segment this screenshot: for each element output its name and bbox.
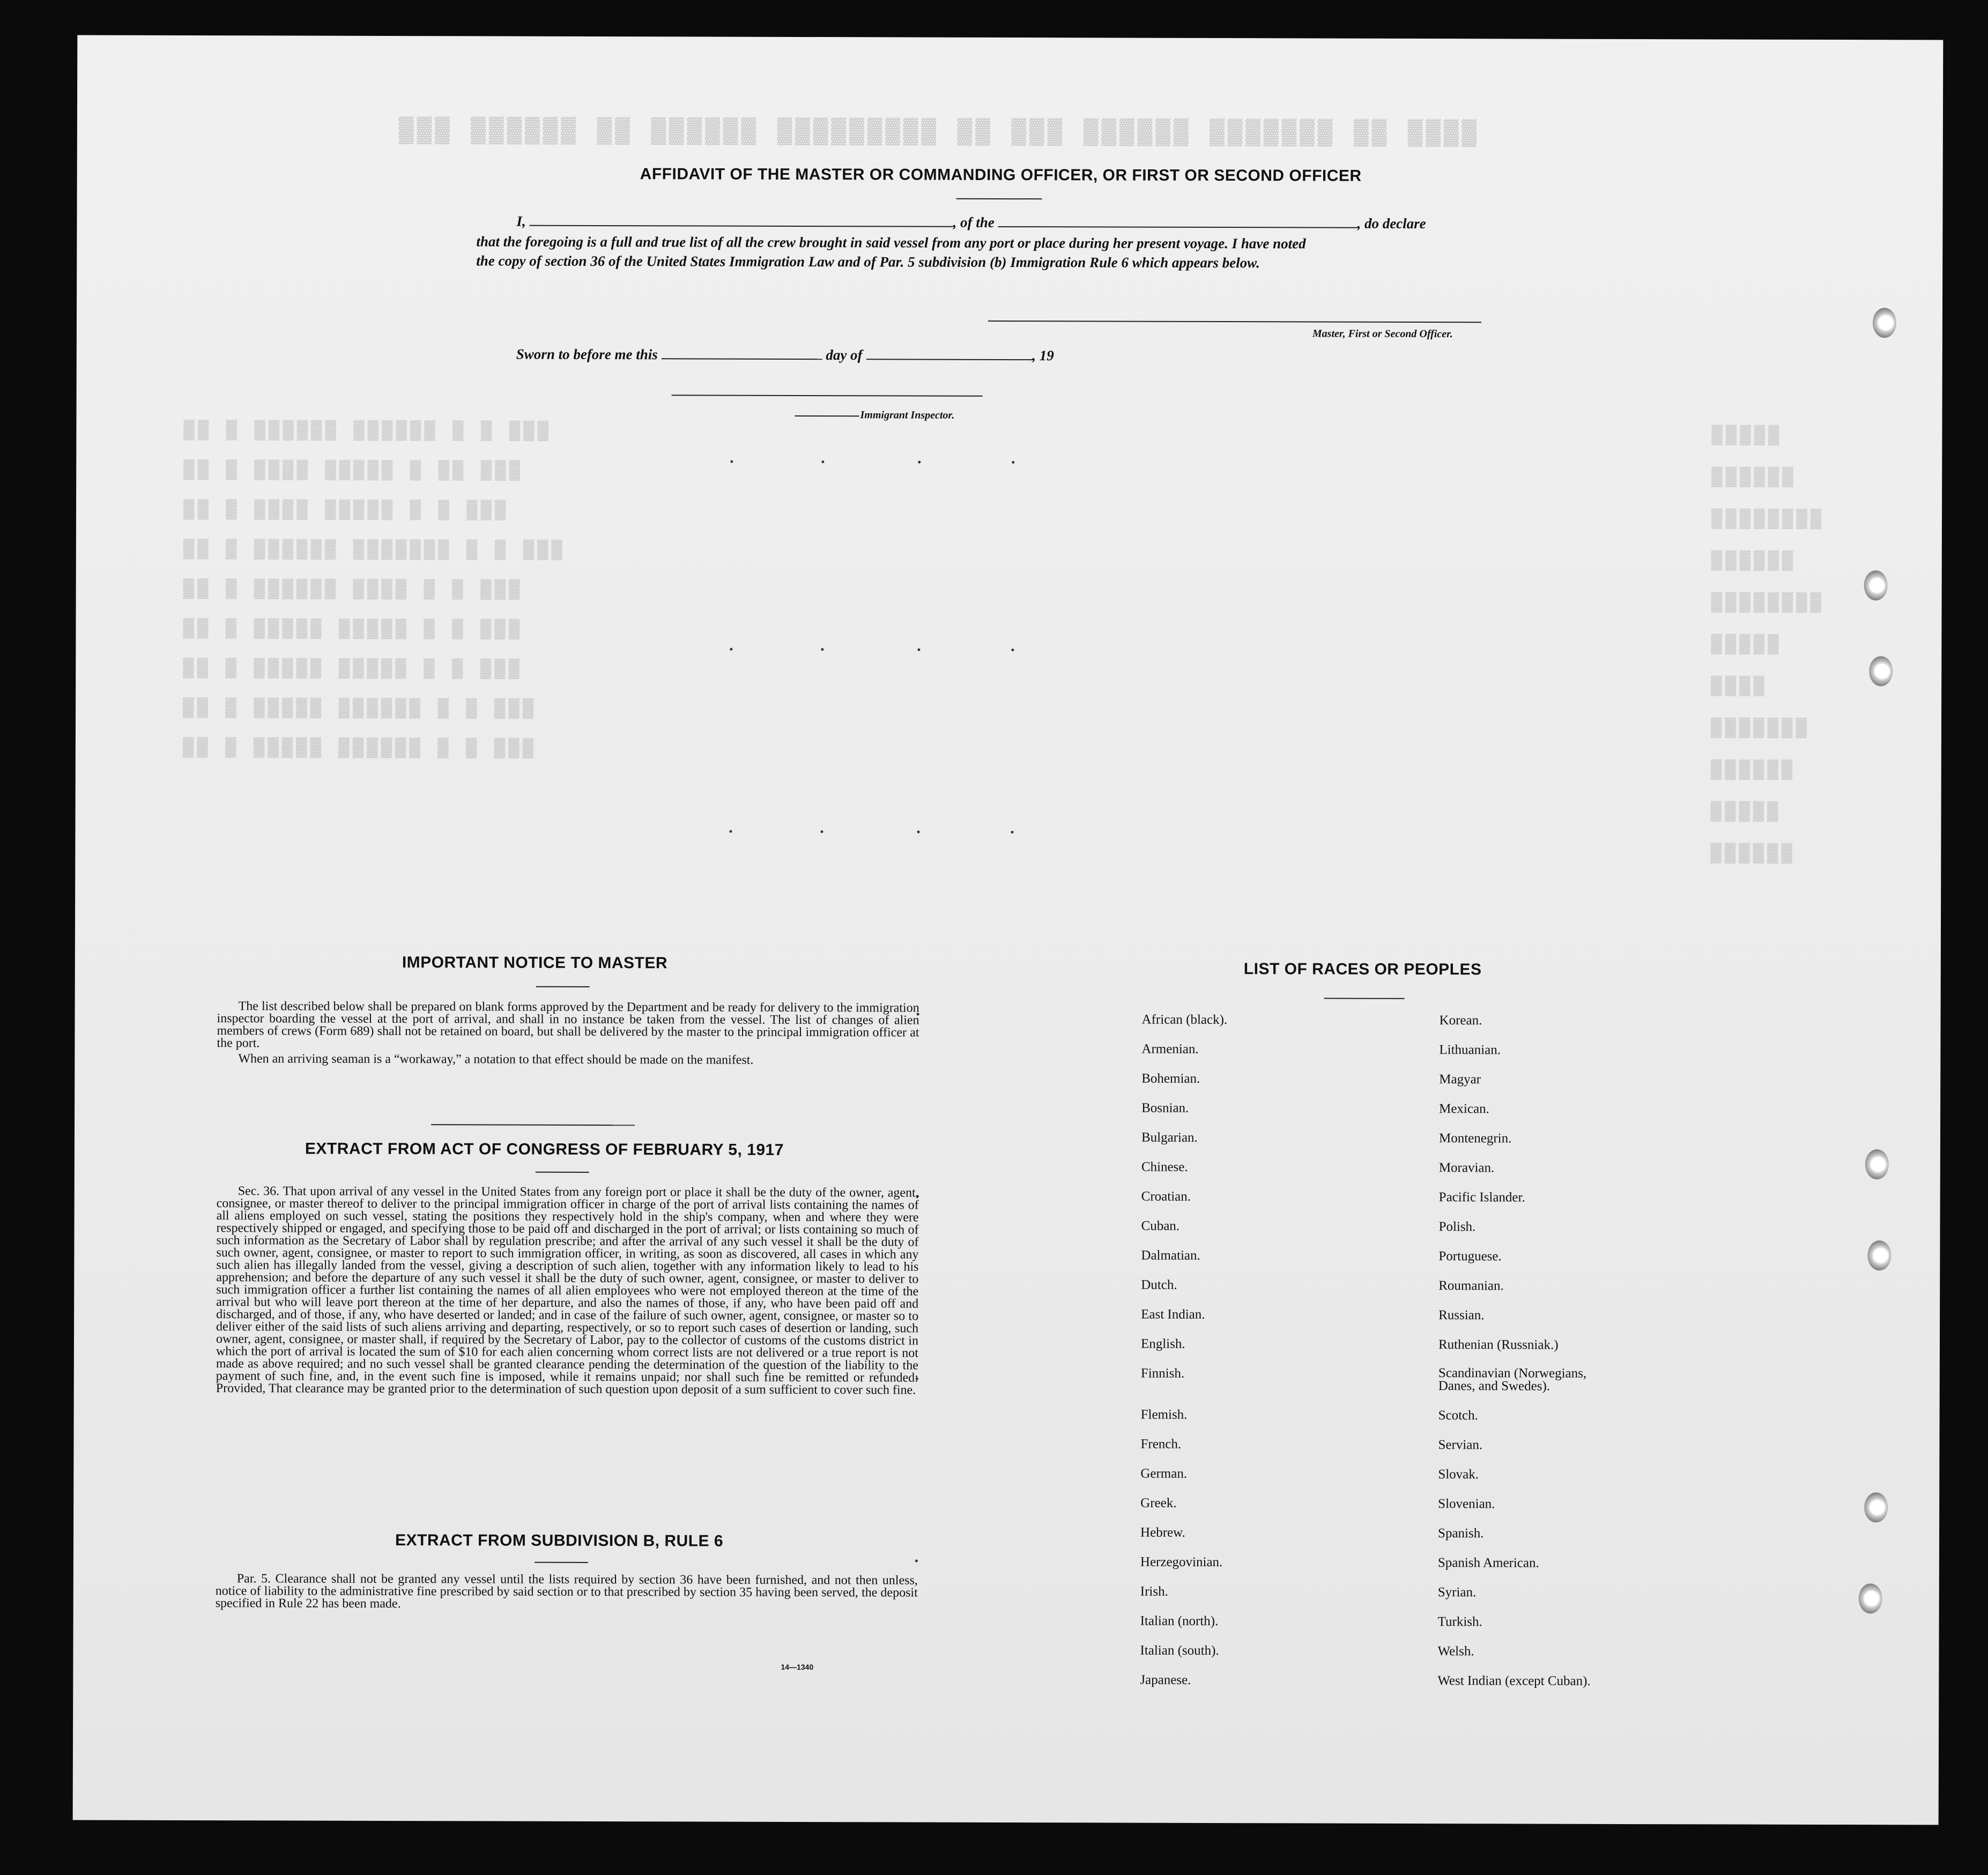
- race-item: Hebrew.: [1140, 1525, 1185, 1540]
- signature-caption: Master, First or Second Officer.: [1312, 328, 1453, 340]
- sworn-day-field[interactable]: [662, 347, 822, 360]
- races-rule: [1324, 998, 1405, 999]
- race-item: Mexican.: [1439, 1102, 1489, 1117]
- dot: [730, 460, 733, 463]
- document-page: [73, 35, 1944, 1825]
- punch-hole: [1859, 1583, 1882, 1613]
- bleed-through-names: ▓▓▓▓▓ ▓▓▓▓▓▓ ▓▓▓▓▓▓▓▓ ▓▓▓▓▓▓ ▓▓▓▓▓▓▓▓ ▓▓▓▓▓ ▓▓▓▓ ▓▓▓▓▓▓▓ ▓▓▓▓▓▓ ▓▓▓▓▓ ▓▓▓▓▓▓: [1710, 425, 1825, 864]
- affidavit-line-3: the copy of section 36 of the United States Immigration Law and of Par. 5 subdivision (b) Immigration Rule 6 which appears below.: [476, 252, 1260, 271]
- race-item: Ruthenian (Russniak.): [1438, 1337, 1559, 1352]
- vessel-name-field[interactable]: [998, 215, 1357, 228]
- punch-hole: [1867, 1240, 1891, 1270]
- dot: [729, 830, 732, 833]
- race-item: Syrian.: [1437, 1585, 1477, 1600]
- sworn-month-field[interactable]: [866, 348, 1032, 360]
- rule-body: [216, 1573, 918, 1611]
- punch-hole: [1873, 308, 1896, 338]
- race-item: German.: [1140, 1466, 1188, 1481]
- sworn-line: [516, 346, 1054, 364]
- notice-title: IMPORTANT NOTICE TO MASTER: [402, 954, 668, 972]
- dot: [1011, 649, 1014, 651]
- race-item: Magyar: [1439, 1072, 1481, 1087]
- inspector-lead-rule: [795, 415, 859, 416]
- form-number: 14—1340: [781, 1662, 814, 1672]
- race-item: Herzegovinian.: [1140, 1554, 1223, 1570]
- race-item: Irish.: [1140, 1584, 1168, 1599]
- rule-rule: [535, 1562, 588, 1563]
- race-item: Polish.: [1438, 1219, 1476, 1234]
- race-item: Cuban.: [1141, 1218, 1180, 1233]
- race-item: Bosnian.: [1141, 1100, 1189, 1115]
- dot: [917, 649, 920, 651]
- race-item: Armenian.: [1141, 1041, 1199, 1056]
- race-item: Finnish.: [1140, 1366, 1185, 1381]
- race-item: Scandinavian (Norwegians, Danes, and Swedes).: [1438, 1366, 1587, 1394]
- race-item: Pacific Islander.: [1438, 1190, 1525, 1205]
- day-of-label: day of: [826, 347, 863, 363]
- races-left-column: [1140, 1013, 1442, 1721]
- declare-label: , do declare: [1357, 215, 1426, 232]
- race-item: Croatian.: [1141, 1189, 1191, 1204]
- dot: [821, 648, 824, 651]
- act-rule: [536, 1172, 589, 1173]
- notice-rule: [536, 986, 590, 987]
- of-the-label: , of the: [953, 214, 995, 230]
- act-section-36: Sec. 36. That upon arrival of any vessel in the United States from any foreign port or place it shall be the duty of the owner, agent, consignee, or master thereof to deliver to the principal immigration officer in charge of the port of arrival lists containing the names of all aliens employed on such vessel, stating the positions they respectively hold in the ship's company, when and where they were respectively shipped or engaged, and specifying those to be paid off and discharged in the port of arrival; or lists containing so much of such information as the Secretary of Labor shall by regulation prescribe; and after the arrival of any such vessel it shall be the duty of such owner, agent, consignee, or master to report to such immigration officer, in writing, as soon as discovered, all cases in which any such alien has illegally landed from the vessel, giving a description of such alien, together with any information likely to lead to his apprehension; and before the departure of any such vessel it shall be the duty of such owner, agent, consignee, or master to deliver to such immigration officer a further list containing the names of all alien employees who were not employed thereon at the time of the arrival but who will leave port thereon at the time of her departure, and also the names of those, if any, who have been paid off and discharged, and of those, if any, who have deserted or landed; and in case of the failure of such owner, agent, consignee, or master so to deliver either of the said lists of such aliens arriving and departing, respectively, or so to report such cases of desertion or landing, such owner, agent, consignee, or master shall, if required by the Secretary of Labor, pay to the collector of customs of the customs district in which the port of arrival is located the sum of $10 for each alien concerning whom correct lists are not delivered or a true report is not made as above required; and no such vessel shall be granted clearance pending the determination of the question of the liability to the payment of such fine, and, in the event such fine is imposed, while it remains unpaid; nor shall such fine be remitted or refunded: Provided, That clearance may be granted prior to the determination of such question upon deposit of a sum sufficient to cover such fine.: [216, 1184, 919, 1397]
- race-item: Bulgarian.: [1141, 1130, 1198, 1145]
- race-item: Lithuanian.: [1439, 1043, 1501, 1058]
- notice-body: [217, 1000, 919, 1067]
- race-item: Japanese.: [1140, 1672, 1191, 1687]
- race-item: Italian (south).: [1140, 1643, 1219, 1658]
- race-item: Montenegrin.: [1438, 1131, 1512, 1146]
- race-item: French.: [1140, 1437, 1182, 1452]
- punch-hole: [1864, 570, 1888, 600]
- race-item: Welsh.: [1437, 1644, 1474, 1659]
- title-rule: [956, 198, 1042, 199]
- races-title: LIST OF RACES OR PEOPLES: [1243, 960, 1482, 979]
- dot: [917, 831, 919, 834]
- race-item: Spanish American.: [1437, 1556, 1539, 1571]
- dot: [820, 830, 823, 833]
- year-label: , 19: [1032, 347, 1054, 364]
- inspector-signature-line[interactable]: [672, 395, 983, 397]
- race-item: Russian.: [1438, 1308, 1485, 1323]
- race-item: African (black).: [1141, 1012, 1228, 1028]
- race-item: Flemish.: [1140, 1407, 1188, 1422]
- race-item: Roumanian.: [1438, 1278, 1504, 1293]
- race-item: Dalmatian.: [1141, 1248, 1200, 1263]
- dot: [730, 648, 732, 651]
- dot: [821, 460, 824, 463]
- race-item: Slovenian.: [1438, 1497, 1495, 1512]
- races-right-column: [1437, 1013, 1739, 1721]
- punch-hole: [1865, 1149, 1889, 1179]
- dot: [1012, 461, 1014, 464]
- race-item: Bohemian.: [1141, 1071, 1200, 1086]
- race-item: Portuguese.: [1438, 1249, 1502, 1264]
- act-title: EXTRACT FROM ACT OF CONGRESS OF FEBRUARY 5, 1917: [305, 1140, 784, 1159]
- race-item: Italian (north).: [1140, 1613, 1219, 1629]
- affidavit-line-2: that the foregoing is a full and true list of all the crew brought in said vessel from any port or place during her present voyage. I have noted: [476, 233, 1306, 252]
- race-item: Moravian.: [1438, 1160, 1495, 1175]
- punch-hole: [1864, 1492, 1888, 1522]
- bleed-through-rows: ▓▓ ▓ ▓▓▓▓▓▓ ▓▓▓▓▓▓ ▓ ▓ ▓▓▓ ▓▓ ▓ ▓▓▓▓ ▓▓▓▓▓ ▓ ▓▓ ▓▓▓ ▓▓ ▓ ▓▓▓▓ ▓▓▓▓▓ ▓ ▓ ▓▓▓ ▓▓ ▓ ▓▓▓▓▓▓ ▓▓▓▓▓▓▓ ▓ ▓ ▓▓▓ ▓▓ ▓ ▓▓▓▓▓▓ ▓▓▓▓ ▓ ▓ ▓▓▓ ▓▓ ▓ ▓▓▓▓▓ ▓▓▓▓▓ ▓ ▓ ▓▓▓ ▓▓ ▓ ▓▓▓▓▓ ▓▓▓▓▓ ▓ ▓ ▓▓▓ ▓▓ ▓ ▓▓▓▓▓ ▓▓▓▓▓▓ ▓ ▓ ▓▓▓ ▓▓ ▓ ▓▓▓▓▓ ▓▓▓▓▓▓ ▓ ▓ ▓▓▓: [182, 420, 566, 759]
- dot: [1011, 831, 1013, 834]
- act-body: [216, 1185, 919, 1396]
- race-item: Servian.: [1438, 1438, 1483, 1453]
- declarant-label: I,: [516, 213, 526, 229]
- race-item: Chinese.: [1141, 1159, 1188, 1174]
- race-item: Scotch.: [1438, 1408, 1478, 1423]
- notice-paragraph-2: When an arriving seaman is a “workaway,” a notation to that effect should be made on the manifest.: [238, 1052, 754, 1067]
- signature-line[interactable]: [988, 321, 1481, 323]
- section-divider: [431, 1124, 635, 1126]
- race-item: East Indian.: [1141, 1307, 1205, 1322]
- race-item: Dutch.: [1141, 1277, 1177, 1292]
- punch-hole: [1869, 656, 1893, 686]
- affidavit-line-1: [516, 213, 1426, 232]
- race-item: Greek.: [1140, 1495, 1177, 1511]
- notice-paragraph-1: The list described below shall be prepared on blank forms approved by the Department and be ready for delivery to the immigration inspector boarding the vessel at the port of arrival, and shall in no instance be taken from the vessel. The list of changes of alien members of crews (Form 689) shall not be retained on board, but shall be delivered by the master to the principal immigration officer at the port.: [217, 999, 919, 1051]
- inspector-caption: Immigrant Inspector.: [860, 409, 955, 421]
- dot: [915, 1560, 918, 1562]
- bleed-through-header: ▓▓▓ ▓▓▓▓▓▓ ▓▓ ▓▓▓▓▓▓ ▓▓▓▓▓▓▓▓▓ ▓▓ ▓▓▓ ▓▓▓▓▓▓ ▓▓▓▓▓▓▓ ▓▓ ▓▓▓▓: [398, 116, 1480, 147]
- race-item: Spanish.: [1438, 1526, 1484, 1541]
- race-item: Turkish.: [1437, 1614, 1482, 1630]
- rule-paragraph-5: Par. 5. Clearance shall not be granted any vessel until the lists required by section 36 have been furnished, and not then unless, notice of liability to the administrative fine prescribed by said section or to that prescribed by section 35 having been served, the deposit specified in Rule 22 has been made.: [215, 1572, 918, 1611]
- race-item: Slovak.: [1438, 1467, 1479, 1482]
- race-item: Korean.: [1439, 1013, 1482, 1028]
- declarant-name-field[interactable]: [529, 214, 953, 227]
- rule-title: EXTRACT FROM SUBDIVISION B, RULE 6: [395, 1531, 724, 1550]
- dot: [918, 461, 921, 464]
- race-item: West Indian (except Cuban).: [1437, 1673, 1591, 1688]
- affidavit-title: AFFIDAVIT OF THE MASTER OR COMMANDING OFFICER, OR FIRST OR SECOND OFFICER: [640, 165, 1362, 185]
- sworn-label: Sworn to before me this: [516, 346, 658, 363]
- race-item: English.: [1140, 1336, 1185, 1351]
